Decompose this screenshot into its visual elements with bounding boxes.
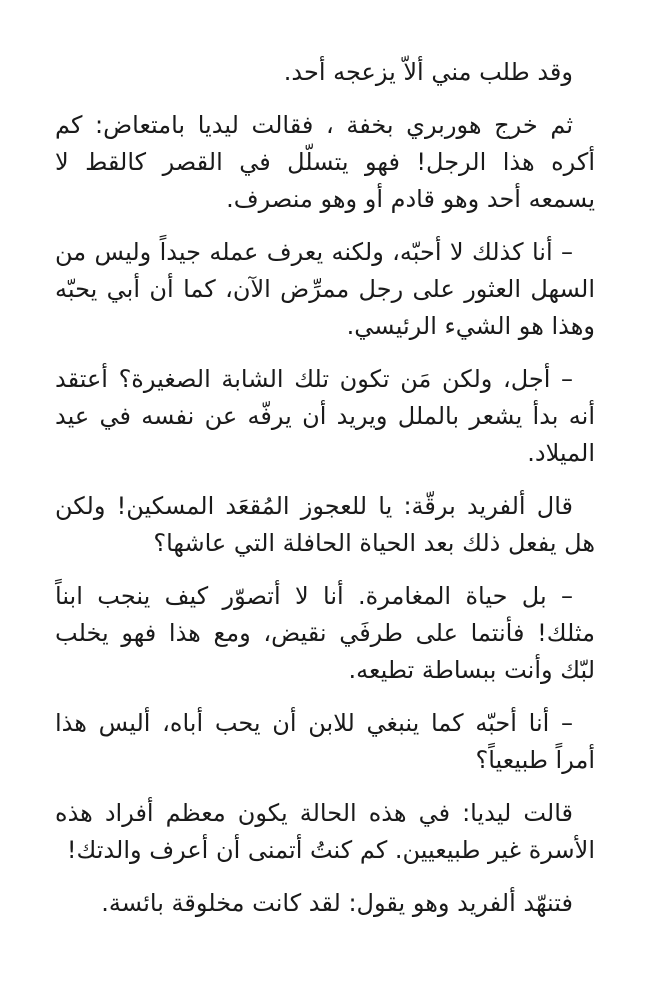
paragraph: – بل حياة المغامرة. أنا لا أتصوّر كيف ينجب ابناً مثلك! فأنتما على طرفَي نقيض، ومع هذا فهو يخلب لبّك وأنت ببساطة تطيعه. [55, 582, 595, 684]
paragraph: قال ألفريد برقّة: يا للعجوز المُقعَد المسكين! ولكن هل يفعل ذلك بعد الحياة الحافلة التي عاشها؟ [55, 492, 595, 557]
paragraph: ثم خرج هوربري بخفة ، فقالت ليديا بامتعاض: كم أكره هذا الرجل! فهو يتسلّل في القصر كالقط لا يسمعه أحد وهو قادم أو وهو منصرف. [55, 111, 595, 213]
book-page [55, 54, 595, 938]
paragraph: قالت ليديا: في هذه الحالة يكون معظم أفراد هذه الأسرة غير طبيعيين. كم كنتُ أتمنى أن أعرف والدتك! [55, 799, 595, 864]
paragraph: فتنهّد ألفريد وهو يقول: لقد كانت مخلوقة بائسة. [101, 889, 573, 917]
paragraph: وقد طلب مني ألاّ يزعجه أحد. [283, 58, 573, 86]
paragraph: – أجل، ولكن مَن تكون تلك الشابة الصغيرة؟ أعتقد أنه بدأ يشعر بالملل ويريد أن يرفّه عن نفسه في عيد الميلاد. [55, 365, 595, 467]
paragraph: – أنا أحبّه كما ينبغي للابن أن يحب أباه، أليس هذا أمراً طبيعياً؟ [55, 709, 595, 774]
paragraph: – أنا كذلك لا أحبّه، ولكنه يعرف عمله جيداً وليس من السهل العثور على رجل ممرِّض الآن، كما أن أبي يحبّه وهذا هو الشيء الرئيسي. [55, 238, 595, 340]
